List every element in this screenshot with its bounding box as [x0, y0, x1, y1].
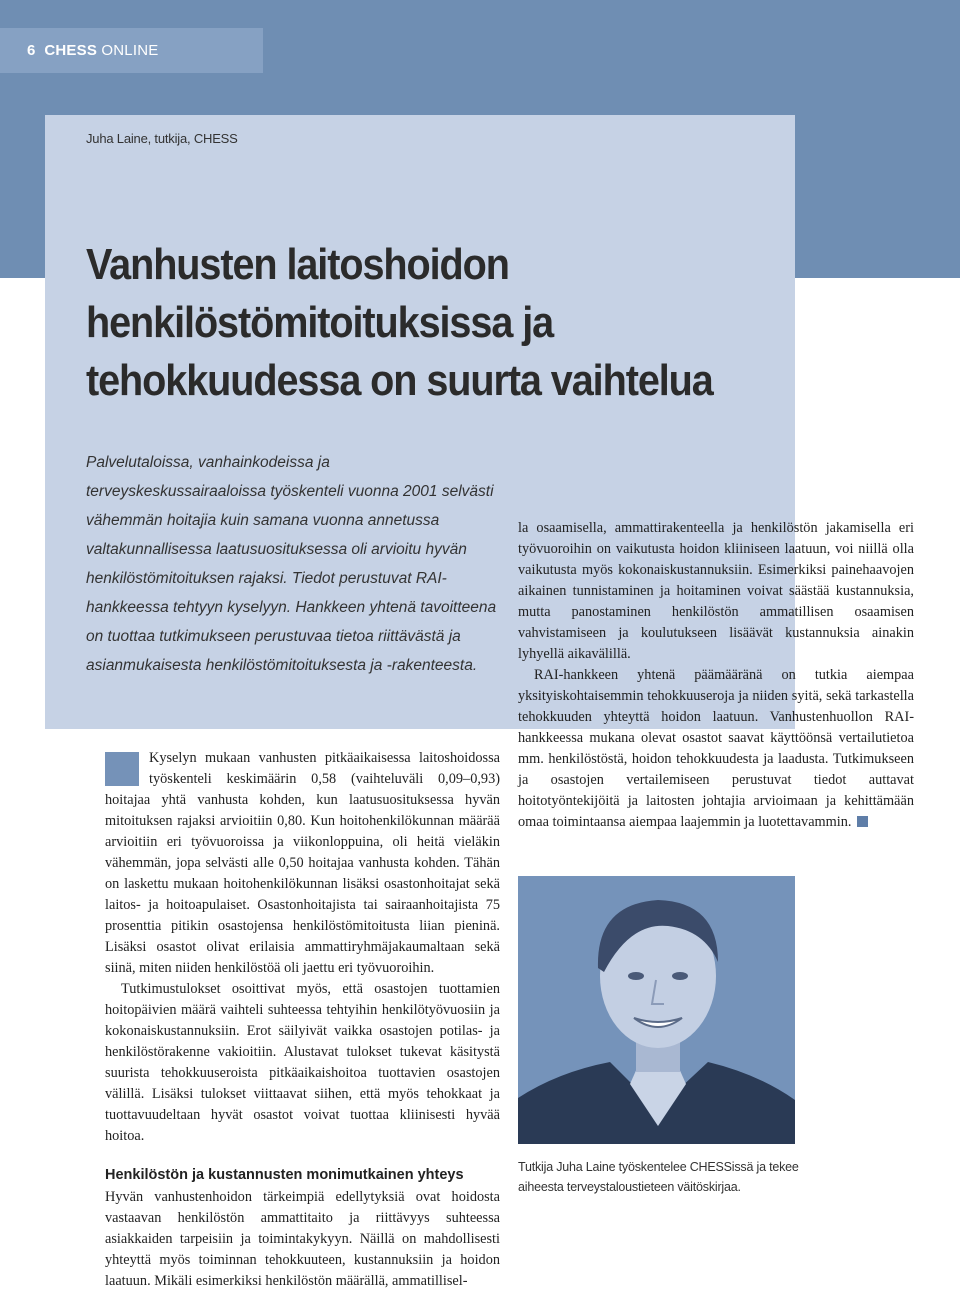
photo-caption: Tutkija Juha Laine työskentelee CHESSissä ja tekee aiheesta terveystaloustieteen väitöskirjaa.: [518, 1160, 799, 1194]
body-paragraph: Tutkimustulokset osoittivat myös, että osastojen tuottamien hoitopäivien määrä vaihteli suhteessa tehtyihin henkilötyövuosiin ja kokonaiskustannuksiin. Erot säilyivät vaikka osastojen potilas- ja henkilöstörakenne vakioitiin. Alustavat tulokset tukevat käsitystä suurista tehokkuuseroista pitkäaikaishoitoa tuottavien osastojen välillä. Lisäksi tulokset viittaavat siihen, että myös tehokkaat ja tuottavuudeltaan hyvät osastot voivat tuottaa kliinisesti hyvää hoitoa.: [105, 981, 500, 1144]
magazine-name: [44, 42, 158, 59]
end-mark-icon: [857, 816, 868, 827]
body-paragraph: Hyvän vanhustenhoidon tärkeimpiä edellytyksiä ovat hoidosta vastaavan henkilöstön ammattitaito ja riittävyys suhteessa asiakkaiden tarpeisiin ja toimintakykyyn. Näillä on mahdollisesti yhteyttä myös toiminnan tehokkuuteen, kustannuksiin ja hoidon laatuun. Mikäli esimerkiksi henkilöstön määrällä, ammatillisel-: [105, 1189, 500, 1289]
body-text: RAI-hankkeen yhtenä päämääränä on tutkia aiempaa yksityiskohtaisemmin tehokkuuseroja ja niiden syitä, sekä tarkastella tehokkuuden yhteyttä hoidon laatuun. Vanhustenhuollon RAI-hankkeessa mukana olevat osastot saavat käyttöönsä vertailutietoa mm. henkilöstöstä, hoidon tehokkuudesta ja laadusta. Tutkimukseen ja osastojen vertailemiseen perustuvat tiedot auttavat hoitotyöntekijöitä ja laitosten johtajia arvioimaan ja kehittämään omaa toimintaansa aiempaa laajemmin ja luotettavammin.: [518, 667, 914, 830]
article-title: Vanhusten laitoshoidon henkilöstömitoituksissa ja tehokkuudessa on suurta vaihtelua: [86, 240, 713, 405]
body-column-right: [518, 518, 914, 833]
portrait-illustration: [518, 876, 795, 1144]
article-lead: Palvelutaloissa, vanhainkodeissa ja terveyskeskussairaaloissa työskenteli vuonna 2001 selvästi vähemmän hoitajia kuin samana vuonna annetussa valtakunnallisessa laatusuosituksessa oli arvioitu hyvän henkilöstömitoituksen rajaksi. Tiedot perustuvat RAI-hankkeessa tehtyyn kyselyyn. Hankkeen yhtenä tavoitteena on tuottaa tutkimukseen perustuvaa tietoa riittävästä ja asianmukaisesta henkilöstömitoituksesta ja -rakenteesta.: [86, 454, 497, 674]
running-header: [0, 28, 263, 73]
author-byline: Juha Laine, tutkija, CHESS: [86, 131, 238, 146]
page-number: 6: [27, 42, 36, 59]
drop-square-icon: [105, 752, 139, 786]
magazine-name-bold: CHESS: [44, 42, 98, 59]
author-photo: [518, 876, 795, 1144]
body-paragraph: [105, 748, 500, 979]
body-paragraph: [518, 665, 914, 833]
section-subheading: Henkilöstön ja kustannusten monimutkainen yhteys: [105, 1167, 464, 1183]
body-paragraph: la osaamisella, ammattirakenteella ja henkilöstön jakamisella eri työvuoroihin on vaikutusta hoidon kliiniseen laatuun, voi niillä olla vaikutusta myös kokonaiskustannuksiin. Esimerkiksi painehaavojen aikainen tunnistaminen ja hoitaminen voivat säästää kustannuksia, mutta panostaminen henkilöstön ammatillisen osaamisen vahvistamiseen ja koulutukseen lisäävät kustannuksia ainakin lyhyellä aikavälillä.: [518, 520, 914, 662]
body-column-left: [105, 748, 500, 1292]
body-text: Kyselyn mukaan vanhusten pitkäaikaisessa laitoshoidossa työskenteli keskimäärin 0,58 (vaihteluväli 0,09–0,93) hoitajaa yhtä vanhusta kohden, kun laatusuosituksessa hyvän mitoituksen rajaksi arvioitiin 0,80. Kun hoitohenkilökunnan määrää arvioitiin eri työvuoroissa ja viikonloppuina, oli heitä vieläkin vähemmän, jopa selvästi alle 0,50 hoitajaa vanhusta kohden. Tähän on laskettu mukaan hoitohenkilökunnan lisäksi osastonhoitajat sekä laitos- ja hoitoapulaiset. Osastonhoitajista tai sairaanhoitajista 75 prosenttia pitikin osastojensa henkilöstömitoitusta liian pieninä. Lisäksi osastot olivat erilaisia ammattiryhmäjakaumaltaan sekä siinä, miten niiden henkilöstöä oli jaettu eri työvuoroihin.: [105, 750, 500, 976]
magazine-name-rest: ONLINE: [101, 42, 159, 59]
